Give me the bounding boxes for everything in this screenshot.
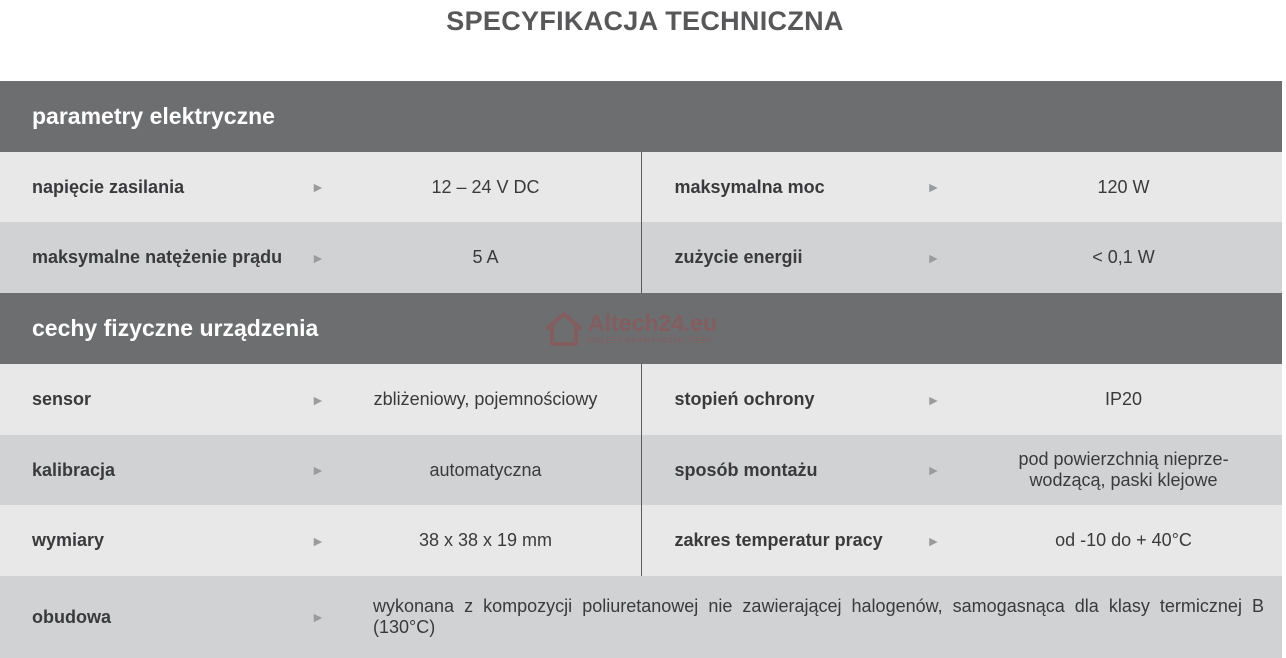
table-row-full (0, 576, 1282, 658)
spec-value: 5 A (472, 247, 499, 267)
section-header-electrical: parametry elektryczne (0, 81, 1282, 152)
arrow-right-icon: ► (926, 532, 941, 549)
spec-cell-left (0, 222, 641, 293)
spec-cell-right (641, 505, 1283, 576)
arrow-right-icon: ► (926, 462, 941, 478)
arrow-right-icon: ► (311, 391, 325, 408)
arrow-right-icon: ► (311, 532, 325, 549)
watermark-brand: Altech24.eu (588, 310, 718, 336)
spec-label: napięcie zasilania (32, 176, 185, 197)
spec-value: automatyczna (429, 459, 542, 480)
spec-label: zużycie energii (674, 247, 803, 267)
spec-label: zakres temperatur pracy (674, 530, 883, 550)
spec-value: 38 x 38 x 19 mm (418, 530, 553, 550)
spec-label: stopień ochrony (674, 389, 815, 409)
spec-value: zbliżeniowy, pojemnościowy (373, 389, 598, 409)
spec-label: maksymalne natężenie prądu (32, 247, 283, 267)
arrow-right-icon: ► (926, 249, 941, 266)
table-row (0, 505, 1282, 576)
arrow-right-icon: ► (926, 391, 941, 408)
arrow-right-icon: ► (311, 179, 325, 195)
section-header-physical: cechy fizyczne urządzenia (0, 293, 1282, 364)
spec-value: IP20 (1104, 389, 1143, 409)
spec-cell-right (641, 222, 1283, 293)
arrow-right-icon: ► (311, 249, 325, 266)
arrow-right-icon: ► (926, 179, 941, 195)
spec-value: < 0,1 W (1092, 247, 1155, 267)
spec-label: obudowa (32, 606, 111, 627)
spec-value: 120 W (1097, 176, 1150, 197)
table-row (0, 152, 1282, 222)
spec-cell-left (0, 152, 641, 222)
page-title: SPECYFIKACJA TECHNICZNA (446, 6, 844, 36)
table-row (0, 364, 1282, 435)
watermark-tagline: ROLETY-BRAMY-MOSKITIERY (588, 336, 714, 345)
spec-cell-right (641, 152, 1283, 222)
spec-value: pod powierzchnią nieprze- wodzącą, paski klejowe (1018, 449, 1229, 490)
spec-label: sensor (32, 389, 92, 409)
spec-value: wykonana z kompozycji poliuretanowej nie zawierającej halogenów, samogasnąca dla klasy termicznej B (130°C) (373, 596, 1264, 637)
arrow-right-icon: ► (311, 609, 325, 625)
spec-label: sposób montażu (674, 459, 818, 480)
spec-cell-left (0, 505, 641, 576)
spec-cell-left (0, 435, 641, 505)
spec-value: 12 – 24 V DC (431, 176, 540, 197)
spec-cell-right (641, 435, 1283, 505)
spec-label: wymiary (32, 530, 105, 550)
spec-value: od -10 do + 40°C (1055, 530, 1192, 550)
spec-label: kalibracja (32, 459, 116, 480)
table-row (0, 435, 1282, 505)
spec-cell-left (0, 364, 641, 435)
spec-label: maksymalna moc (674, 176, 825, 197)
spec-table (0, 81, 1282, 658)
table-row (0, 222, 1282, 293)
arrow-right-icon: ► (311, 462, 325, 478)
spec-cell-right (641, 364, 1283, 435)
